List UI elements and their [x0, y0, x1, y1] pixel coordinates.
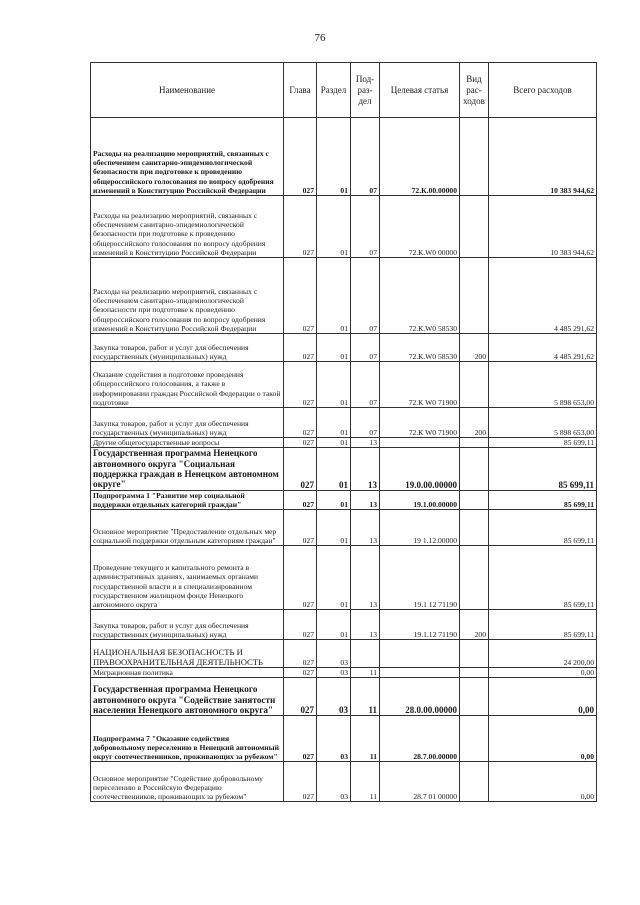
row-glava: 027: [284, 678, 317, 716]
table-row: [91, 196, 597, 258]
row-vid: [460, 510, 489, 546]
budget-table: [90, 62, 597, 802]
row-podrazdel: 13: [351, 490, 380, 509]
row-podrazdel: 07: [351, 334, 380, 362]
table-body: [91, 118, 597, 802]
row-podrazdel: 13: [351, 546, 380, 610]
row-podrazdel: 07: [351, 258, 380, 334]
row-name: Расходы на реализацию мероприятий, связанных с обеспечением санитарно-эпидемиологической безопасности при подготовке к проведению общероссийского голосования по вопросу одобрения изменений в Конституцию Российской Федерации: [91, 196, 284, 258]
row-glava: 027: [284, 762, 317, 802]
row-total: 0,00: [489, 716, 597, 762]
row-razdel: 01: [317, 610, 351, 640]
row-razdel: 03: [317, 762, 351, 802]
row-podrazdel: 13: [351, 610, 380, 640]
row-vid: [460, 668, 489, 678]
row-total: 5 898 653,00: [489, 362, 597, 408]
table-row: [91, 438, 597, 448]
row-total: 85 699,11: [489, 546, 597, 610]
row-vid: [460, 716, 489, 762]
row-razdel: 01: [317, 546, 351, 610]
table-row: [91, 408, 597, 438]
row-statya: 28.7 01 00000: [380, 762, 460, 802]
row-vid: [460, 546, 489, 610]
row-vid: [460, 640, 489, 668]
row-vid: [460, 438, 489, 448]
row-total: 0,00: [489, 668, 597, 678]
row-name: Расходы на реализацию мероприятий, связанных с обеспечением санитарно-эпидемиологической безопасности при подготовке к проведению общероссийского голосования по вопросу одобрения изменений в Конституцию Российской Федерации: [91, 258, 284, 334]
col-header-name: Наименование: [91, 63, 284, 118]
row-total: 10 383 944,62: [489, 196, 597, 258]
table-row: [91, 362, 597, 408]
col-header-razdel: Раздел: [317, 63, 351, 118]
row-total: 24 200,00: [489, 640, 597, 668]
row-vid: [460, 448, 489, 491]
row-statya: [380, 438, 460, 448]
row-statya: 72.К.W0 58530: [380, 258, 460, 334]
table-row: [91, 334, 597, 362]
row-podrazdel: 07: [351, 196, 380, 258]
col-header-statya: Целевая статья: [380, 63, 460, 118]
row-glava: 027: [284, 448, 317, 491]
page-number: 76: [314, 32, 326, 44]
col-header-podrazdel: Под-раз-дел: [351, 63, 380, 118]
row-statya: 19.1 12 71190: [380, 546, 460, 610]
row-total: 4 485 291,62: [489, 258, 597, 334]
table-row: [91, 716, 597, 762]
row-razdel: 03: [317, 640, 351, 668]
row-name: Проведение текущего и капитального ремонта в административных зданиях, занимаемых органами государственной власти и в специализированном государственном жилищном фонде Ненецкого автономного округа: [91, 546, 284, 610]
row-vid: [460, 678, 489, 716]
row-glava: 027: [284, 490, 317, 509]
row-name: Подпрограмма 7 "Оказание содействия добровольному переселению в Ненецкий автономный округ соотечественников, проживающих за рубежом": [91, 716, 284, 762]
row-glava: 027: [284, 118, 317, 196]
row-razdel: 03: [317, 668, 351, 678]
row-name: Миграционная политика: [91, 668, 284, 678]
row-statya: 19 1.12.00000: [380, 510, 460, 546]
row-glava: 027: [284, 258, 317, 334]
row-razdel: 01: [317, 334, 351, 362]
row-vid: [460, 196, 489, 258]
row-razdel: 01: [317, 438, 351, 448]
row-statya: 19.1.00.00000: [380, 490, 460, 509]
row-name: Другие общегосударственные вопросы: [91, 438, 284, 448]
row-podrazdel: 11: [351, 762, 380, 802]
row-name: Подпрограмма 1 "Развитие мер социальной поддержки отдельных категорий граждан": [91, 490, 284, 509]
row-statya: 28.0.00.00000: [380, 678, 460, 716]
row-glava: 027: [284, 610, 317, 640]
row-statya: 72.К W0 71900: [380, 362, 460, 408]
row-vid: 200: [460, 408, 489, 438]
row-statya: 19.1.12 71190: [380, 610, 460, 640]
row-name: Основное мероприятие "Предоставление отдельных мер социальной поддержки отдельным категориям граждан": [91, 510, 284, 546]
table-row: [91, 678, 597, 716]
row-glava: 027: [284, 510, 317, 546]
row-statya: 19.0.00.00000: [380, 448, 460, 491]
col-header-glava: Глава: [284, 63, 317, 118]
row-vid: 200: [460, 610, 489, 640]
row-glava: 027: [284, 334, 317, 362]
row-name: Закупка товаров, работ и услуг для обеспечения государственных (муниципальных) нужд: [91, 610, 284, 640]
row-statya: 72.К.00.00000: [380, 118, 460, 196]
table-row: [91, 762, 597, 802]
row-glava: 027: [284, 408, 317, 438]
row-name: Закупка товаров, работ и услуг для обеспечения государственных (муниципальных) нужд: [91, 408, 284, 438]
row-vid: [460, 258, 489, 334]
row-podrazdel: 11: [351, 678, 380, 716]
col-header-total: Всего расходов: [489, 63, 597, 118]
row-statya: 72.К.W0 00000: [380, 196, 460, 258]
row-razdel: 01: [317, 408, 351, 438]
row-razdel: 01: [317, 196, 351, 258]
row-glava: 027: [284, 438, 317, 448]
table-row: [91, 546, 597, 610]
row-statya: 72.К W0 71900: [380, 408, 460, 438]
table-row: [91, 258, 597, 334]
row-podrazdel: 07: [351, 408, 380, 438]
row-vid: 200: [460, 334, 489, 362]
row-total: 85 699,11: [489, 610, 597, 640]
row-vid: [460, 762, 489, 802]
row-podrazdel: [351, 640, 380, 668]
table-row: [91, 610, 597, 640]
row-razdel: 03: [317, 716, 351, 762]
row-name: Государственная программа Ненецкого автономного округа "Содействие занятости населения Ненецкого автономного округа": [91, 678, 284, 716]
row-podrazdel: 13: [351, 510, 380, 546]
row-statya: 28.7.00.00000: [380, 716, 460, 762]
row-total: 0,00: [489, 762, 597, 802]
row-vid: [460, 490, 489, 509]
row-podrazdel: 11: [351, 668, 380, 678]
row-podrazdel: 07: [351, 362, 380, 408]
table-row: [91, 668, 597, 678]
row-total: 0,00: [489, 678, 597, 716]
row-name: НАЦИОНАЛЬНАЯ БЕЗОПАСНОСТЬ И ПРАВООХРАНИТЕЛЬНАЯ ДЕЯТЕЛЬНОСТЬ: [91, 640, 284, 668]
row-razdel: 03: [317, 678, 351, 716]
row-statya: [380, 668, 460, 678]
row-glava: 027: [284, 546, 317, 610]
row-glava: 027: [284, 362, 317, 408]
row-razdel: 01: [317, 258, 351, 334]
row-podrazdel: 13: [351, 438, 380, 448]
row-name: Оказание содействия в подготовке проведения общероссийского голосования, а также в информировании граждан Российской Федерации о такой подготовке: [91, 362, 284, 408]
row-glava: 027: [284, 640, 317, 668]
row-statya: [380, 640, 460, 668]
row-glava: 027: [284, 196, 317, 258]
row-razdel: 01: [317, 362, 351, 408]
row-razdel: 01: [317, 510, 351, 546]
row-name: Закупка товаров, работ и услуг для обеспечения государственных (муниципальных) нужд: [91, 334, 284, 362]
col-header-vid: Вид рас-ходов: [460, 63, 489, 118]
table-row: [91, 448, 597, 491]
row-glava: 027: [284, 668, 317, 678]
row-razdel: 01: [317, 448, 351, 491]
row-podrazdel: 11: [351, 716, 380, 762]
row-podrazdel: 13: [351, 448, 380, 491]
row-podrazdel: 07: [351, 118, 380, 196]
row-total: 10 383 944,62: [489, 118, 597, 196]
row-name: Расходы на реализацию мероприятий, связанных с обеспечением санитарно-эпидемиологической безопасности при подготовке к проведению общероссийского голосования по вопросу одобрения изменений в Конституцию Российской Федерации: [91, 118, 284, 196]
row-name: Основное мероприятие "Содействие добровольному переселению в Российскую Федерацию соотечественников, проживающих за рубежом": [91, 762, 284, 802]
row-glava: 027: [284, 716, 317, 762]
row-razdel: 01: [317, 118, 351, 196]
row-total: 85 699,11: [489, 510, 597, 546]
row-total: 85 699,11: [489, 490, 597, 509]
row-name: Государственная программа Ненецкого автономного округа "Социальная поддержка граждан в Ненецком автономном округе": [91, 448, 284, 491]
row-vid: [460, 118, 489, 196]
row-total: 5 898 653,00: [489, 408, 597, 438]
row-total: 85 699,11: [489, 438, 597, 448]
row-total: 4 485 291,62: [489, 334, 597, 362]
row-total: 85 699,11: [489, 448, 597, 491]
row-razdel: 01: [317, 490, 351, 509]
table-row: [91, 490, 597, 509]
row-vid: [460, 362, 489, 408]
table-row: [91, 118, 597, 196]
table-header: [91, 63, 597, 118]
row-statya: 72.К.W0 58530: [380, 334, 460, 362]
table-row: [91, 510, 597, 546]
table-row: [91, 640, 597, 668]
